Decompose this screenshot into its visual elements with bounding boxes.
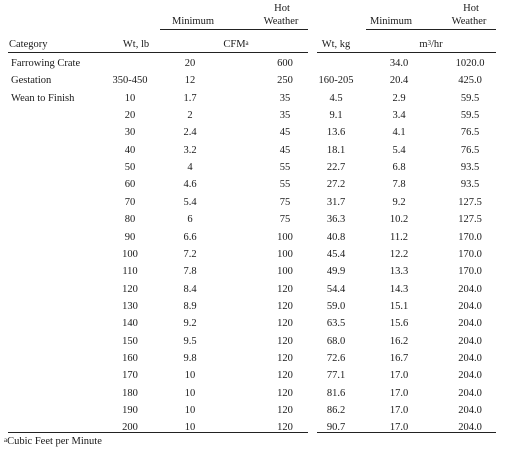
- cell-min-m3: 17.0: [389, 405, 409, 416]
- cell-min-m3: 11.2: [390, 232, 408, 243]
- cell-hot-m3: 170.0: [458, 232, 482, 243]
- cell-hot-m3: 170.0: [458, 249, 482, 260]
- cell-wt-lb: 110: [122, 266, 138, 277]
- cell-min-cfm: 12: [184, 75, 196, 86]
- cell-min-m3: 17.0: [389, 422, 409, 433]
- cell-min-cfm: 2: [187, 110, 193, 121]
- cell-min-cfm: 8.9: [183, 301, 197, 312]
- hot-label-cfm: Hot: [274, 3, 290, 14]
- cell-wt-kg: 4.5: [329, 93, 343, 104]
- cell-min-cfm: 4.6: [183, 179, 197, 190]
- cell-wt-kg: 68.0: [326, 336, 346, 347]
- cell-hot-m3: 127.5: [458, 197, 482, 208]
- header-rule-m3: [366, 29, 496, 30]
- cell-min-cfm: 3.2: [183, 145, 197, 156]
- cell-wt-lb: 120: [122, 284, 138, 295]
- table-bottom-rule-right: [317, 432, 496, 433]
- cell-min-m3: 3.4: [392, 110, 406, 121]
- cell-wt-kg: 77.1: [326, 370, 346, 381]
- cell-hot-cfm: 120: [277, 388, 293, 399]
- cell-wt-lb: 80: [124, 214, 136, 225]
- cell-min-cfm: 6.6: [183, 232, 197, 243]
- cell-hot-cfm: 250: [277, 75, 293, 86]
- cell-min-cfm: 10: [184, 405, 196, 416]
- cell-wt-lb: 200: [122, 422, 138, 433]
- cell-hot-m3: 204.0: [458, 370, 482, 381]
- footnote: $^a$Cubic Feet per Minute: [4, 436, 102, 447]
- cell-hot-cfm: 120: [277, 318, 293, 329]
- cell-min-m3: 15.1: [389, 301, 409, 312]
- wt-kg-header: Wt, kg: [321, 39, 351, 50]
- cell-min-cfm: 20: [184, 58, 196, 69]
- cell-min-cfm: 4: [187, 162, 193, 173]
- cell-wt-lb: 10: [124, 93, 136, 104]
- cell-wt-kg: 13.6: [326, 127, 346, 138]
- cell-wt-lb: 190: [122, 405, 138, 416]
- cell-min-cfm: 8.4: [183, 284, 197, 295]
- cell-min-cfm: 7.8: [183, 266, 197, 277]
- cell-hot-m3: 76.5: [460, 145, 480, 156]
- cell-hot-cfm: 100: [277, 249, 293, 260]
- cell-min-m3: 10.2: [389, 214, 409, 225]
- cell-hot-cfm: 35: [279, 110, 291, 121]
- cell-hot-cfm: 120: [277, 405, 293, 416]
- cell-hot-cfm: 120: [277, 422, 293, 433]
- column-header-rule-right: [317, 52, 496, 53]
- table-bottom-rule-left: [8, 432, 308, 433]
- cell-min-m3: 20.4: [389, 75, 409, 86]
- cell-min-m3: 4.1: [392, 127, 406, 138]
- cell-wt-kg: 45.4: [326, 249, 346, 260]
- cell-min-cfm: 7.2: [183, 249, 197, 260]
- cell-wt-lb: 150: [122, 336, 138, 347]
- cell-hot-cfm: 45: [279, 145, 291, 156]
- cell-min-cfm: 1.7: [183, 93, 197, 104]
- category-header: Category: [9, 39, 48, 50]
- cell-wt-kg: 40.8: [326, 232, 346, 243]
- cell-min-m3: 17.0: [389, 388, 409, 399]
- cell-wt-lb: 90: [124, 232, 136, 243]
- cell-hot-m3: 1020.0: [455, 58, 485, 69]
- hot-label-m3: Hot: [463, 3, 479, 14]
- cell-hot-m3: 204.0: [458, 405, 482, 416]
- cfm-header: CFM$^a$: [223, 39, 249, 50]
- header-rule-cfm: [160, 29, 308, 30]
- cell-min-cfm: 2.4: [183, 127, 197, 138]
- cell-min-m3: 17.0: [389, 370, 409, 381]
- cell-hot-m3: 204.0: [458, 301, 482, 312]
- cell-hot-cfm: 120: [277, 370, 293, 381]
- cell-category: Wean to Finish: [11, 93, 75, 104]
- cell-category: Gestation: [11, 75, 52, 86]
- cell-wt-lb: 40: [124, 145, 136, 156]
- cell-min-m3: 7.8: [392, 179, 406, 190]
- cell-wt-kg: 22.7: [326, 162, 346, 173]
- cell-min-cfm: 5.4: [183, 197, 197, 208]
- cell-hot-cfm: 75: [279, 197, 291, 208]
- cell-min-cfm: 9.2: [183, 318, 197, 329]
- cell-min-m3: 5.4: [392, 145, 406, 156]
- cell-wt-kg: 36.3: [326, 214, 346, 225]
- cell-wt-kg: 9.1: [329, 110, 343, 121]
- cell-wt-kg: 31.7: [326, 197, 346, 208]
- cell-hot-cfm: 100: [277, 266, 293, 277]
- cell-wt-lb: 100: [122, 249, 138, 260]
- cell-hot-cfm: 35: [279, 93, 291, 104]
- cell-wt-kg: 49.9: [326, 266, 346, 277]
- cell-min-cfm: 9.5: [183, 336, 197, 347]
- cell-wt-kg: 72.6: [326, 353, 346, 364]
- cell-min-cfm: 9.8: [183, 353, 197, 364]
- cell-hot-m3: 93.5: [460, 162, 480, 173]
- cell-hot-m3: 170.0: [458, 266, 482, 277]
- cell-wt-kg: 160-205: [318, 75, 354, 86]
- cell-hot-cfm: 120: [277, 353, 293, 364]
- cell-min-m3: 16.7: [389, 353, 409, 364]
- wt-lb-header: Wt, lb: [122, 39, 150, 50]
- cell-hot-cfm: 120: [277, 301, 293, 312]
- cell-min-m3: 16.2: [389, 336, 409, 347]
- cell-wt-kg: 27.2: [326, 179, 346, 190]
- cell-min-m3: 12.2: [389, 249, 409, 260]
- cell-hot-m3: 59.5: [460, 93, 480, 104]
- cell-hot-m3: 127.5: [458, 214, 482, 225]
- cell-hot-m3: 425.0: [458, 75, 482, 86]
- cell-hot-m3: 76.5: [460, 127, 480, 138]
- cell-hot-m3: 204.0: [458, 353, 482, 364]
- cell-wt-lb: 140: [122, 318, 138, 329]
- cell-wt-lb: 130: [122, 301, 138, 312]
- cell-min-cfm: 6: [187, 214, 193, 225]
- cell-wt-lb: 170: [122, 370, 138, 381]
- cell-category: Farrowing Crate: [11, 58, 81, 69]
- cell-min-cfm: 10: [184, 370, 196, 381]
- cell-min-m3: 9.2: [392, 197, 406, 208]
- cell-hot-cfm: 55: [279, 179, 291, 190]
- cell-hot-cfm: 55: [279, 162, 291, 173]
- minimum-label-cfm: Minimum: [171, 16, 215, 27]
- weather-label-m3: Weather: [451, 16, 487, 27]
- cell-hot-m3: 59.5: [460, 110, 480, 121]
- cell-hot-cfm: 120: [277, 336, 293, 347]
- cell-min-m3: 15.6: [389, 318, 409, 329]
- weather-label-cfm: Weather: [263, 16, 299, 27]
- cell-hot-m3: 93.5: [460, 179, 480, 190]
- cell-hot-cfm: 75: [279, 214, 291, 225]
- cell-wt-lb: 30: [124, 127, 136, 138]
- cell-wt-kg: 81.6: [326, 388, 346, 399]
- cell-min-m3: 14.3: [389, 284, 409, 295]
- cell-min-cfm: 10: [184, 388, 196, 399]
- cell-min-m3: 6.8: [392, 162, 406, 173]
- cell-min-m3: 34.0: [389, 58, 409, 69]
- cell-wt-lb: 160: [122, 353, 138, 364]
- m3-hr-header: $m^3/hr$: [419, 39, 443, 50]
- cell-hot-cfm: 600: [277, 58, 293, 69]
- cell-wt-kg: 59.0: [326, 301, 346, 312]
- cell-hot-cfm: 120: [277, 284, 293, 295]
- cell-min-cfm: 10: [184, 422, 196, 433]
- cell-wt-lb: 20: [124, 110, 136, 121]
- cell-hot-cfm: 45: [279, 127, 291, 138]
- cell-min-m3: 13.3: [389, 266, 409, 277]
- cell-wt-lb: 70: [124, 197, 136, 208]
- cell-hot-m3: 204.0: [458, 284, 482, 295]
- column-header-rule-left: [8, 52, 308, 53]
- cell-hot-m3: 204.0: [458, 388, 482, 399]
- cell-wt-kg: 18.1: [326, 145, 346, 156]
- cell-wt-kg: 54.4: [326, 284, 346, 295]
- cell-wt-lb: 350-450: [112, 75, 148, 86]
- cell-wt-lb: 50: [124, 162, 136, 173]
- cell-wt-kg: 90.7: [326, 422, 346, 433]
- cell-hot-m3: 204.0: [458, 336, 482, 347]
- cell-wt-lb: 180: [122, 388, 138, 399]
- cell-hot-m3: 204.0: [458, 318, 482, 329]
- cell-hot-m3: 204.0: [458, 422, 482, 433]
- cell-wt-lb: 60: [124, 179, 136, 190]
- cell-wt-kg: 63.5: [326, 318, 346, 329]
- cell-hot-cfm: 100: [277, 232, 293, 243]
- cell-min-m3: 2.9: [392, 93, 406, 104]
- cell-wt-kg: 86.2: [326, 405, 346, 416]
- minimum-label-m3: Minimum: [369, 16, 413, 27]
